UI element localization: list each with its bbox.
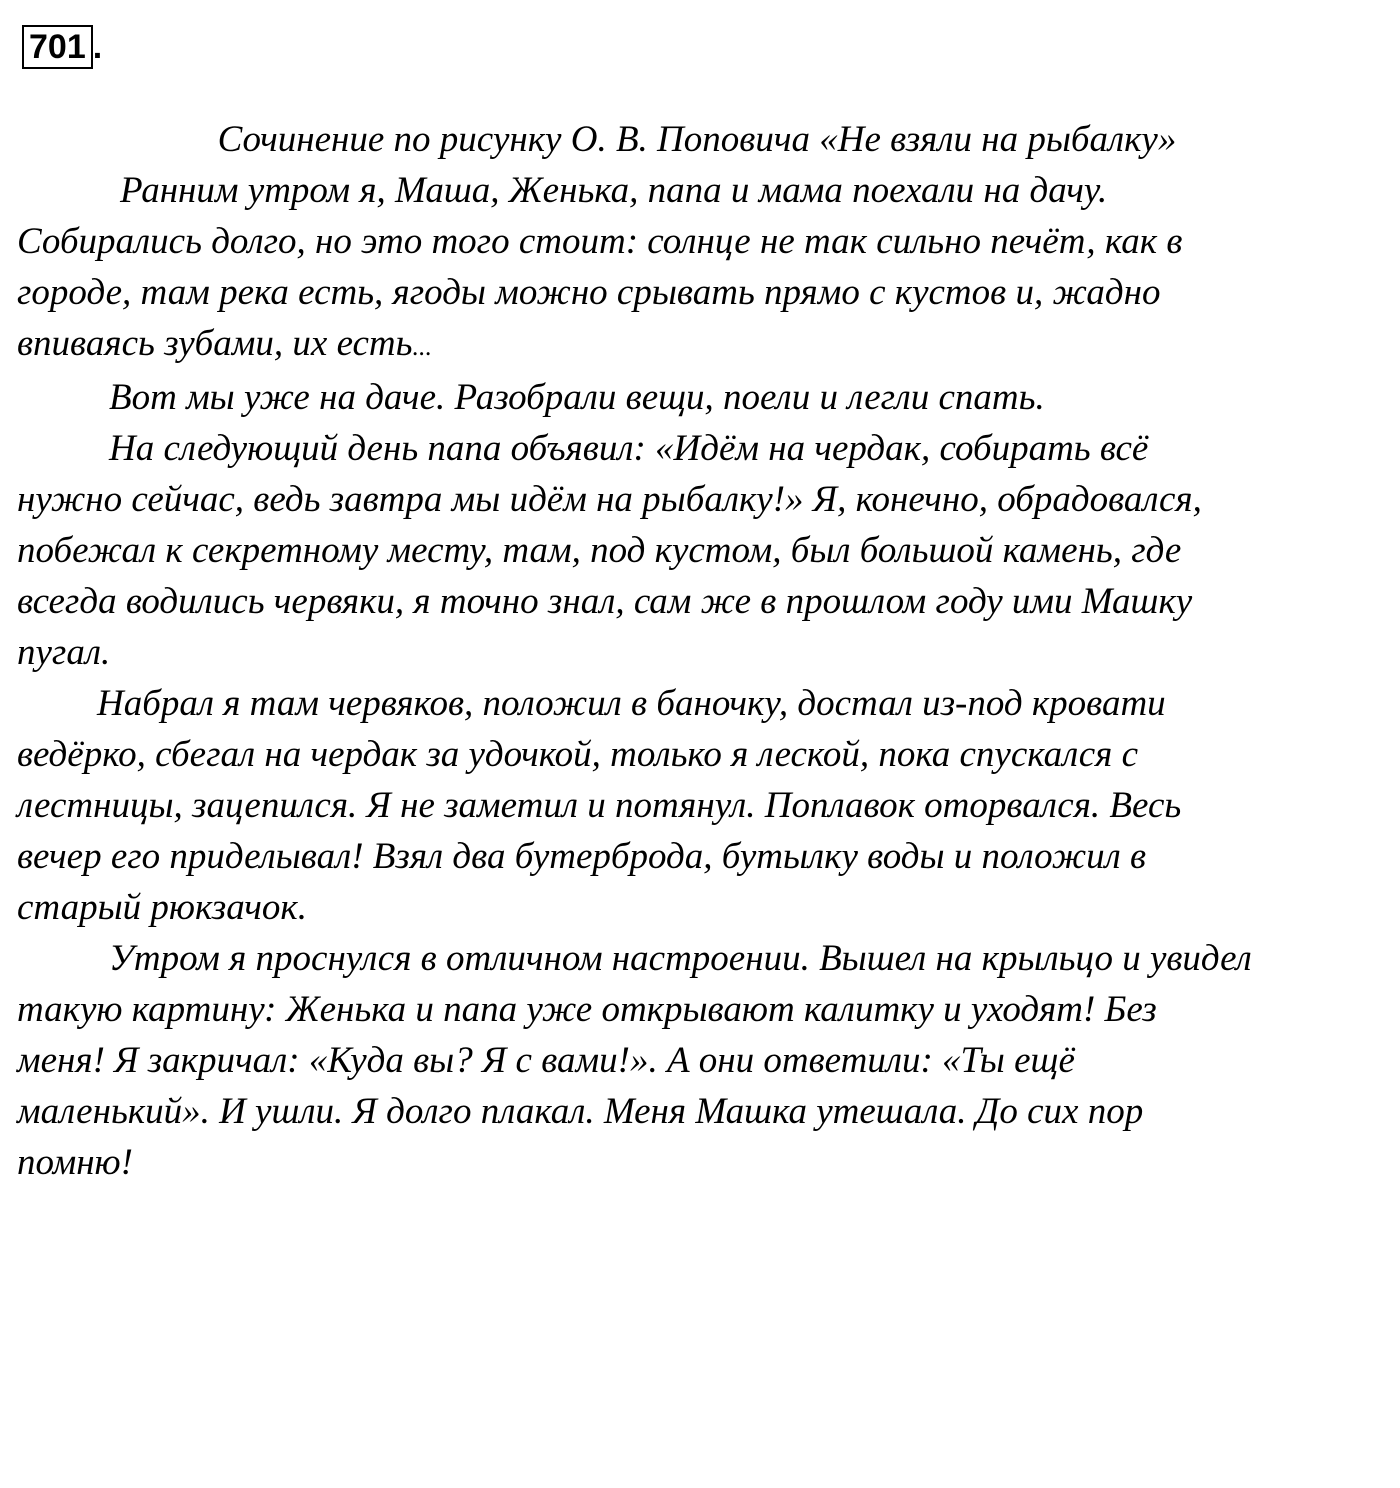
paragraph-line: ведёрко, сбегал на чердак за удочкой, только я леской, пока спускался с	[17, 734, 1139, 775]
paragraph-line-text: впиваясь зубами, их есть	[17, 323, 413, 364]
paragraph-1	[17, 165, 1387, 372]
paragraph-line: маленький». И ушли. Я долго плакал. Меня Машка утешала. До сих пор	[17, 1091, 1144, 1132]
paragraph-line: городе, там река есть, ягоды можно срывать прямо с кустов и, жадно	[17, 272, 1161, 313]
paragraph-line: нужно сейчас, ведь завтра мы идём на рыбалку!» Я, конечно, обрадовался,	[17, 479, 1202, 520]
paragraph-line: побежал к секретному месту, там, под кустом, был большой камень, где	[17, 530, 1182, 571]
exercise-number-dot: .	[92, 28, 103, 66]
paragraph-line: Набрал я там червяков, положил в баночку, достал из-под кровати	[97, 683, 1166, 724]
paragraph-line: Вот мы уже на даче. Разобрали вещи, поели и легли спать.	[109, 377, 1045, 418]
paragraph-5	[17, 933, 1387, 1188]
paragraph-line: Утром я проснулся в отличном настроении. Вышел на крыльцо и увидел	[109, 938, 1252, 979]
paragraph-4	[17, 678, 1387, 933]
paragraph-line: лестницы, зацепился. Я не заметил и потянул. Поплавок оторвался. Весь	[17, 785, 1182, 826]
paragraph-2	[17, 372, 1387, 423]
paragraph-line: такую картину: Женька и папа уже открывают калитку и уходят! Без	[17, 989, 1157, 1030]
paragraph-line: На следующий день папа объявил: «Идём на чердак, собирать всё	[109, 428, 1149, 469]
exercise-number-box: 701	[22, 25, 93, 69]
paragraph-line: всегда водились червяки, я точно знал, сам же в прошлом году ими Машку	[17, 581, 1193, 622]
paragraph-line: старый рюкзачок.	[17, 887, 307, 928]
exercise-number	[22, 25, 102, 69]
paragraph-line: помню!	[17, 1142, 133, 1183]
paragraph-3	[17, 423, 1387, 678]
essay	[17, 114, 1387, 1188]
paragraph-line: вечер его приделывал! Взял два бутерброда, бутылку воды и положил в	[17, 836, 1147, 877]
paragraph-line	[17, 318, 1387, 372]
paragraph-line: меня! Я закричал: «Куда вы? Я с вами!». А они ответили: «Ты ещё	[17, 1040, 1075, 1081]
paragraph-line: Собирались долго, но это того стоит: солнце не так сильно печёт, как в	[17, 221, 1183, 262]
essay-title: Сочинение по рисунку О. В. Поповича «Не взяли на рыбалку»	[217, 119, 1177, 160]
paragraph-line: Ранним утром я, Маша, Женька, папа и мама поехали на дачу.	[120, 170, 1108, 211]
paragraph-line: пугал.	[17, 632, 111, 673]
ellipsis: ...	[412, 332, 432, 361]
